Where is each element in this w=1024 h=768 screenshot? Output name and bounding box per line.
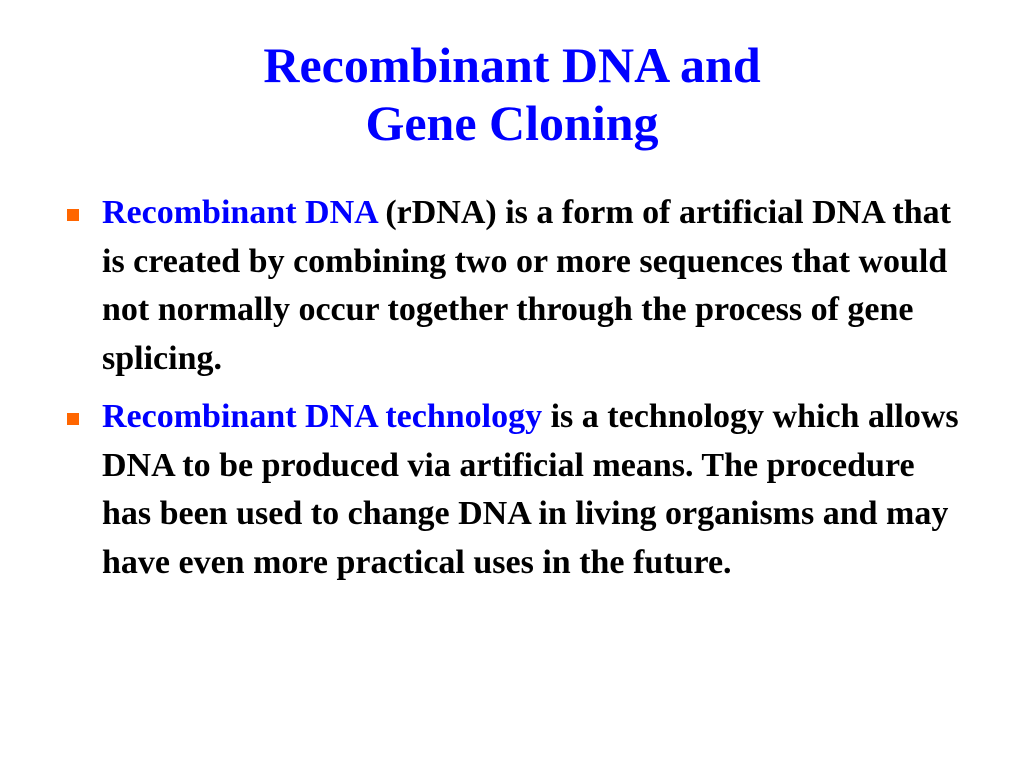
bullet-list bbox=[60, 189, 970, 597]
bullet-item-recombinant-dna-technology bbox=[60, 393, 970, 587]
slide-title-line-2: Gene Cloning bbox=[365, 95, 659, 151]
bullet-term: Recombinant DNA technology bbox=[102, 398, 543, 435]
bullet-text: (rDNA) is a form of artificial DNA that is created by combining two or more sequences that would not normally occur together through the process of gene splicing. bbox=[102, 194, 951, 377]
square-bullet-icon bbox=[67, 413, 79, 425]
bullet-text: is a technology which allows DNA to be produced via artificial means. The procedure has been used to change DNA in living organisms and may have even more practical uses in the future. bbox=[102, 398, 959, 581]
square-bullet-icon bbox=[67, 209, 79, 221]
bullet-item-recombinant-dna bbox=[60, 189, 970, 383]
slide-title-line-1: Recombinant DNA and bbox=[263, 37, 761, 93]
bullet-term: Recombinant DNA bbox=[102, 194, 377, 231]
slide-title bbox=[0, 36, 1024, 152]
